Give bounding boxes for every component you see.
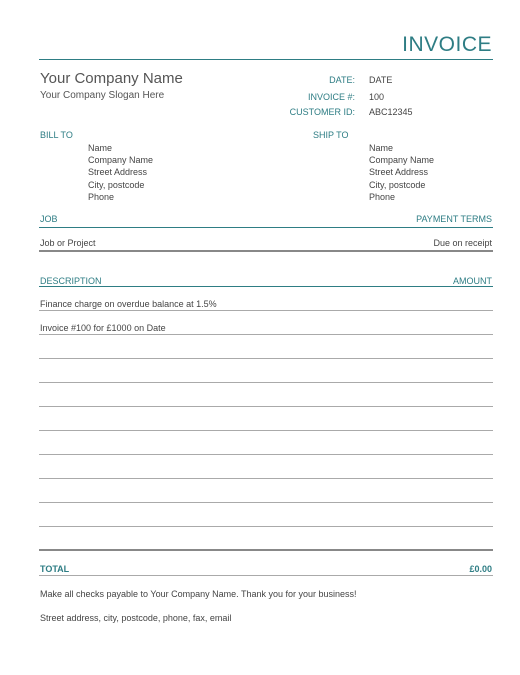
customer-id-value: ABC12345 — [369, 107, 413, 117]
invoice-number-label: INVOICE #: — [307, 92, 355, 102]
bill-to-company: Company Name — [88, 155, 154, 165]
ship-to-name: Name — [369, 143, 394, 153]
line-item-rule — [39, 310, 493, 311]
bill-to-city: City, postcode — [88, 180, 145, 190]
date-label: DATE: — [329, 75, 355, 85]
payment-terms-value: Due on receipt — [433, 238, 492, 248]
bill-to-name: Name — [88, 143, 113, 153]
date-value: DATE — [369, 75, 393, 85]
total-value: £0.00 — [469, 564, 492, 574]
invoice-title: INVOICE — [402, 33, 492, 56]
job-header-rule — [39, 227, 493, 228]
company-slogan: Your Company Slogan Here — [40, 90, 165, 101]
company-name: Your Company Name — [40, 70, 183, 87]
ship-to-city: City, postcode — [369, 180, 426, 190]
bill-to-phone: Phone — [88, 192, 115, 202]
payment-note: Make all checks payable to Your Company Name. Thank you for your business! — [40, 589, 357, 599]
line-item-rule — [39, 334, 493, 335]
ship-to-label: SHIP TO — [313, 130, 349, 140]
line-item-rule — [39, 406, 493, 407]
items-header-rule — [39, 286, 493, 287]
description-header: DESCRIPTION — [40, 276, 102, 286]
items-end-rule — [39, 549, 493, 551]
invoice-number-value: 100 — [369, 92, 385, 102]
bill-to-label: BILL TO — [40, 130, 73, 140]
line-item-rule — [39, 454, 493, 455]
job-header: JOB — [40, 214, 58, 224]
line-item-rule — [39, 502, 493, 503]
amount-header: AMOUNT — [453, 276, 492, 286]
title-rule — [39, 59, 493, 60]
line-item-rule — [39, 430, 493, 431]
payment-terms-header: PAYMENT TERMS — [416, 214, 492, 224]
line-item: Invoice #100 for £1000 on Date — [40, 323, 166, 333]
total-label: TOTAL — [40, 564, 70, 574]
ship-to-phone: Phone — [369, 192, 396, 202]
ship-to-street: Street Address — [369, 167, 429, 177]
job-value: Job or Project — [40, 238, 96, 248]
job-row-rule — [39, 250, 493, 252]
customer-id-label: CUSTOMER ID: — [289, 107, 355, 117]
line-item: Finance charge on overdue balance at 1.5% — [40, 299, 217, 309]
bill-to-street: Street Address — [88, 167, 148, 177]
line-item-rule — [39, 526, 493, 527]
line-item-rule — [39, 382, 493, 383]
footer-address: Street address, city, postcode, phone, fax, email — [40, 613, 232, 623]
total-rule — [39, 575, 493, 576]
line-item-rule — [39, 478, 493, 479]
ship-to-company: Company Name — [369, 155, 435, 165]
line-item-rule — [39, 358, 493, 359]
